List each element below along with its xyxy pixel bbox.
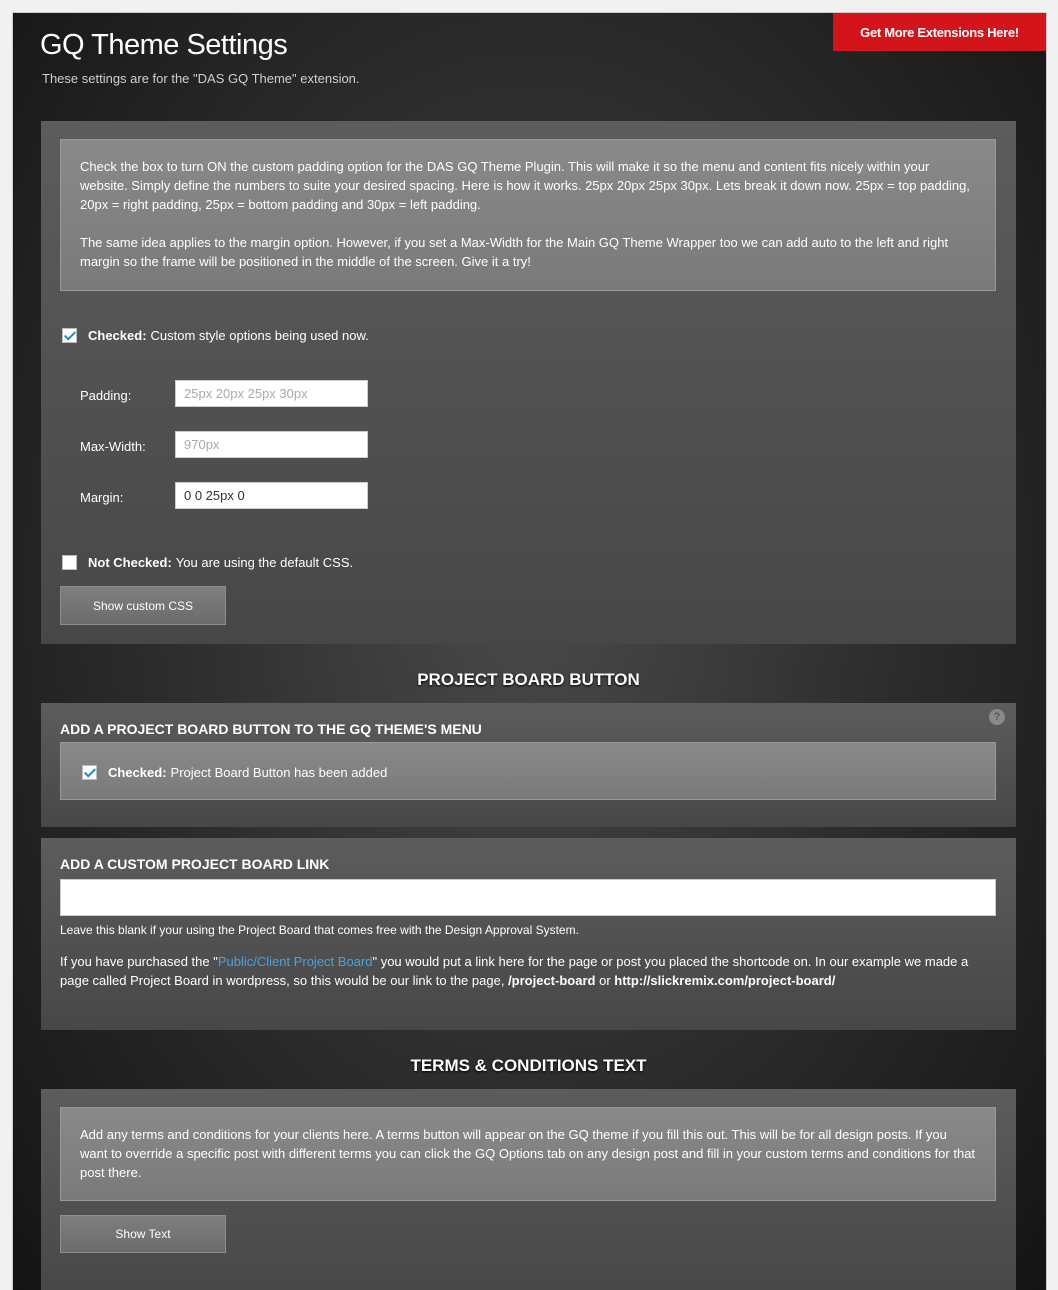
custom-style-checked-row — [62, 328, 369, 343]
terms-info — [60, 1107, 996, 1201]
terms-section-title: TERMS & CONDITIONS TEXT — [410, 1056, 647, 1075]
project-board-section-title: PROJECT BOARD BUTTON — [417, 670, 640, 689]
help-icon[interactable]: ? — [989, 709, 1005, 725]
note-path-absolute: http://slickremix.com/project-board/ — [614, 973, 836, 988]
project-board-button-panel — [41, 703, 1016, 827]
show-custom-css-button[interactable]: Show custom CSS — [60, 586, 226, 625]
unchecked-label: Not Checked: — [88, 555, 172, 570]
pb-checked-text: Project Board Button has been added — [170, 765, 388, 780]
info-paragraph-margin: The same idea applies to the margin option. However, if you set a Max-Width for the Main GQ Theme Wrapper too we can add auto to the left and right margin so the frame will be positioned in the middle of the screen. Give it a try! — [80, 235, 949, 269]
note-text-after: " you would put a link here for the page or post you placed the shortcode on. In our example we made a page called Project Board in wordpress, so this would be our link to the page, — [60, 954, 969, 988]
max-width-input[interactable] — [175, 431, 368, 458]
default-css-row — [62, 555, 353, 570]
page-title: GQ Theme Settings — [40, 29, 288, 61]
project-board-checked-row — [82, 763, 387, 782]
note-text-before: If you have purchased the " — [60, 954, 218, 969]
info-paragraph-padding: Check the box to turn ON the custom padding option for the DAS GQ Theme Plugin. This will make it so the menu and content fits nicely within your website. Simply define the numbers to suite your desired spacing. Here is how it works. 25px 20px 25px 30px. Lets break it down now. 25px = top padding, 20px = right padding, 25px = bottom padding and 30px = left padding. — [80, 159, 970, 212]
page-subtitle: These settings are for the "DAS GQ Theme" extension. — [42, 71, 360, 86]
show-text-button[interactable]: Show Text — [60, 1215, 226, 1253]
checked-text: Custom style options being used now. — [150, 328, 369, 343]
get-more-extensions-button[interactable]: Get More Extensions Here! — [833, 13, 1046, 51]
checked-label: Checked: — [88, 328, 147, 343]
project-board-link-heading: ADD A CUSTOM PROJECT BOARD LINK — [60, 856, 330, 872]
note-path-relative: /project-board — [508, 973, 596, 988]
margin-label: Margin: — [80, 490, 124, 505]
project-board-link-input[interactable] — [60, 879, 996, 916]
padding-input[interactable] — [175, 380, 368, 407]
project-board-checkbox[interactable] — [82, 765, 97, 780]
max-width-label: Max-Width: — [80, 439, 146, 454]
unchecked-text: You are using the default CSS. — [175, 555, 354, 570]
default-css-checkbox[interactable] — [62, 555, 77, 570]
link-note-purchased — [60, 952, 996, 990]
note-or: or — [599, 973, 611, 988]
custom-style-checkbox-checked[interactable] — [62, 328, 77, 343]
pb-checked-label: Checked: — [108, 765, 167, 780]
project-board-link-panel — [41, 838, 1016, 1030]
terms-panel — [41, 1089, 1016, 1290]
project-board-check-box — [60, 742, 996, 800]
margin-input[interactable] — [175, 482, 368, 509]
link-note-blank: Leave this blank if your using the Project Board that comes free with the Design Approval System. — [60, 923, 579, 937]
settings-frame — [12, 12, 1047, 1290]
terms-info-text: Add any terms and conditions for your clients here. A terms button will appear on the GQ theme if you fill this out. This will be for all design posts. If you want to override a specific post with different terms you can click the GQ Options tab on any design post and fill in your custom terms and conditions for that post there. — [80, 1127, 976, 1180]
custom-style-info — [60, 139, 996, 291]
project-board-menu-heading: ADD A PROJECT BOARD BUTTON TO THE GQ THEME'S MENU — [60, 721, 482, 737]
padding-label: Padding: — [80, 388, 132, 403]
public-client-project-board-link[interactable]: Public/Client Project Board — [217, 954, 373, 969]
custom-style-panel — [41, 121, 1016, 644]
